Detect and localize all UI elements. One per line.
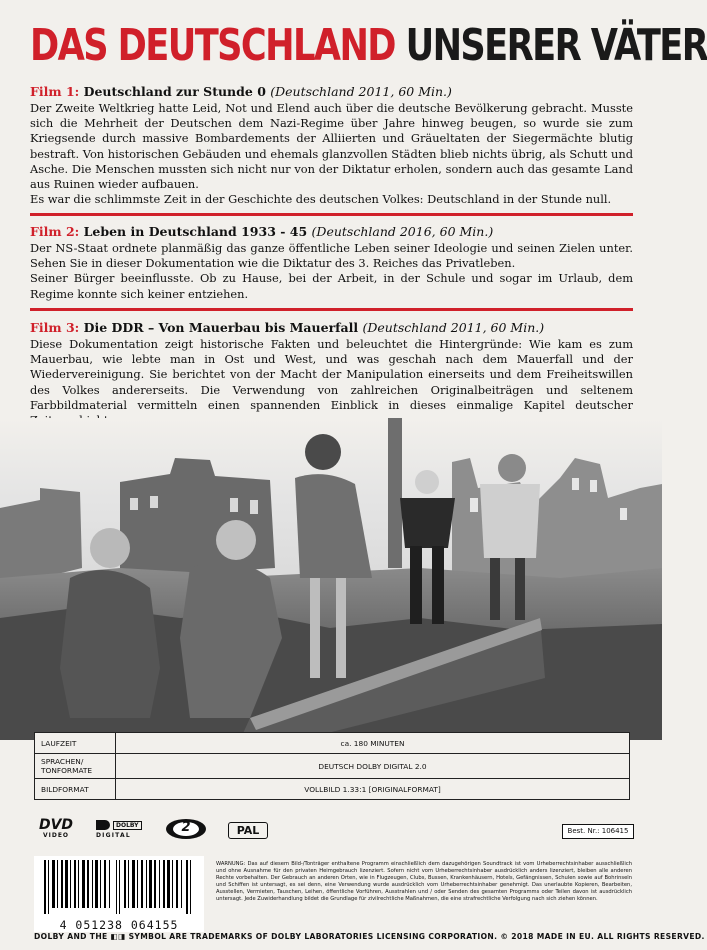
barcode-bars	[34, 856, 204, 916]
spec-label-bildformat: BILDFORMAT	[35, 779, 116, 800]
film-3-description	[30, 337, 633, 428]
order-number: Best. Nr.: 106415	[562, 824, 634, 839]
region-code: 2	[181, 820, 191, 835]
film-2-title: Leben in Deutschland 1933 - 45	[83, 224, 308, 239]
spec-value-bildformat: VOLLBILD 1.33:1 [ORIGINALFORMAT]	[116, 779, 630, 800]
cover-photo-ruins	[0, 418, 662, 740]
spec-value-laufzeit: ca. 180 MINUTEN	[116, 733, 630, 754]
pal-logo: PAL	[228, 822, 268, 839]
spec-row-bildformat	[35, 779, 630, 800]
film-1-meta: (Deutschland 2011, 60 Min.)	[270, 84, 452, 99]
specs-table	[34, 732, 630, 800]
dolby-digital-logo	[96, 820, 146, 839]
film-1-description	[30, 101, 633, 207]
region-2-logo	[164, 818, 208, 840]
film-1-number: Film 1:	[30, 84, 80, 99]
dvd-logo-sub: VIDEO	[42, 832, 70, 839]
film-3-meta: (Deutschland 2011, 60 Min.)	[362, 320, 545, 335]
divider-1	[30, 213, 633, 216]
spec-value-sprachen: DEUTSCH DOLBY DIGITAL 2.0	[116, 754, 630, 779]
film-3-para-1: Diese Dokumentation zeigt historische Fakten und beleuchtet die Hintergründe: Wie kam es zum Mauerbau, wie lebte man in Ost und West, und was geschah nach dem Mauerfall und der Wiedervereinigung. Sie berichtet von der Macht der Manipulation einerseits und dem Freiheitswillen des Volkes andererseits. Die Verwendung von zahlreichen Originalbeiträgen und seltenem Farbbildmaterial vermitteln einen spannenden Einblick in dieses einmalige Kapitel deutscher	[30, 337, 633, 412]
dvd-video-logo	[36, 818, 76, 839]
film-3-number: Film 3:	[30, 320, 80, 335]
film-2-number: Film 2:	[30, 224, 80, 239]
spec-label-sprachen: SPRACHEN/ TONFORMATE	[35, 754, 116, 779]
dolby-logo-text: DOLBY	[113, 821, 142, 830]
film-3-title: Die DDR – Von Mauerbau bis Mauerfall	[83, 320, 359, 335]
barcode-number: 4 051238 064155	[59, 918, 179, 932]
barcode	[34, 856, 204, 932]
film-2-meta: (Deutschland 2016, 60 Min.)	[311, 224, 494, 239]
film-1-para-1: Der Zweite Weltkrieg hatte Leid, Not und Elend auch über die deutsche Bevölkerung gebracht. Musste sich die Mehrheit der Deutschen dem Nazi-Regime über Jahre hinweg beugen, so wurde sie zum Kriegsende durch massive Bombardements der Alliierten und Gräueltaten der Siegermächte blutig bestraft. Von historischen Gebäuden und ehemals glanzvollen Städten blieb nichts übrig, als Schutt und Asche. Die Menschen mussten sich nicht nur von der Diktatur erholen, sondern auch das gesamte Land aus Ruinen wieder aufbauen.	[30, 101, 633, 192]
title-part-dark: UNSERER VÄTER	[405, 20, 707, 71]
dolby-logo-sub: DIGITAL	[96, 832, 131, 839]
film-1-title: Deutschland zur Stunde 0	[83, 84, 266, 99]
spec-row-sprachen	[35, 754, 630, 779]
film-3-heading	[30, 320, 544, 335]
dvd-logo-text: DVD	[38, 817, 74, 833]
spec-row-laufzeit	[35, 733, 630, 754]
divider-2	[30, 308, 633, 311]
dolby-double-d-icon	[96, 820, 110, 830]
film-2-para-1: Der NS-Staat ordnete planmäßig das ganze öffentliche Leben seiner Ideologie und seinen Zielen unter. Sehen Sie in dieser Dokumentation wie die Diktatur des 3. Reiches das Privatleben.	[30, 241, 633, 271]
cover-title	[30, 18, 707, 74]
film-2-description	[30, 241, 633, 302]
trademark-line: DOLBY AND THE ◧◨ SYMBOL ARE TRADEMARKS OF DOLBY LABORATORIES LICENSING CORPORATION. © 2018 MADE IN EU. ALL RIGHTS RESERVED.	[34, 932, 705, 941]
film-2-heading	[30, 224, 493, 239]
film-1-para-2: Es war die schlimmste Zeit in der Geschichte des deutschen Volkes: Deutschland in der Stunde null.	[30, 192, 612, 207]
film-2-para-2: Seiner Bürger beeinflusste. Ob zu Hause, bei der Arbeit, in der Schule und sogar im Urlaub, dem Regime konnte sich keiner entziehen.	[30, 271, 633, 301]
spec-label-laufzeit: LAUFZEIT	[35, 733, 116, 754]
film-1-heading	[30, 84, 452, 99]
legal-warning: WARNUNG: Das auf diesem Bild-/Tonträger enthaltene Programm einschließlich dem dazugehörigen Soundtrack ist vom Urheberrechtsinhaber ausschließlich und ohne Ausnahme für den privaten Heimgebrauch lizenziert. Sofern nicht vom Urheberrechtsinhaber ausdrücklich anders lizenziert, bleiben alle anderen Rechte vorbehalten. Der Gebrauch an anderen Orten, wie in Flugzeugen, Clubs, Bussen, Krankenhäusern, Hotels, Gefängnissen, Schulen sowie auf Bohrinseln und Schiffen ist untersagt, es sei denn, eine Verwendung wurde ausdrücklich vom Urheberrechtsinhaber genehmigt. Das unerlaubte Kopieren, Bearbeiten, Ausstellen, Vermieten, Tauschen, Leihen, öffentliche Vorführen, Ausstrahlen und / oder Senden des gesamten Programms oder Teilen davon ist ausdrücklich untersagt. Jede Zuwiderhandlung bildet die Grundlage für zivilrechtliche Maßnahmen, die eine strafrechtliche Verfolgung nach sich ziehen können.	[216, 861, 632, 903]
title-part-red: DAS DEUTSCHLAND	[30, 20, 395, 71]
